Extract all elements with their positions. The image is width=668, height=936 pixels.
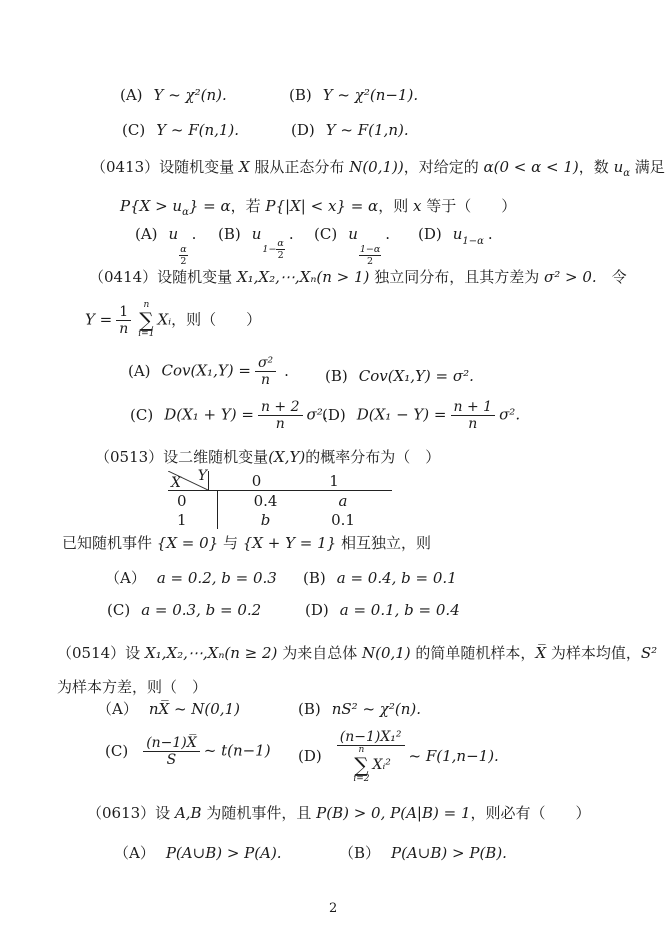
formula: P(A∪B) > P(A). bbox=[165, 844, 282, 862]
numerator: (n−1)X₁² bbox=[337, 729, 405, 746]
option-label: （A） bbox=[105, 569, 146, 587]
period: . bbox=[487, 225, 493, 243]
q0412-option-c bbox=[122, 121, 239, 141]
table-col-header: 0 bbox=[251, 471, 262, 490]
option-label: (D) bbox=[322, 405, 346, 424]
denominator: S bbox=[166, 752, 177, 769]
option-label: (D) bbox=[298, 746, 322, 765]
text-fragment: 与 bbox=[218, 534, 243, 552]
text-fragment: ，若 bbox=[230, 197, 266, 215]
table-row bbox=[168, 510, 392, 529]
q0514-stem-line1 bbox=[57, 644, 657, 664]
formula-fragment: (X,Y) bbox=[268, 448, 306, 466]
q0513-option-c bbox=[107, 601, 261, 621]
denominator: n bbox=[119, 320, 129, 337]
denominator: n bbox=[261, 372, 271, 389]
option-label: (C) bbox=[107, 601, 131, 619]
table-row-header: 1 bbox=[168, 510, 218, 529]
text-fragment: （0613）设 bbox=[87, 804, 175, 822]
formula-fragment: P{|X| < x} = α bbox=[265, 197, 379, 215]
formula: nX̅ ~ N(0,1) bbox=[148, 700, 240, 718]
q0412-option-b bbox=[289, 86, 418, 106]
option-label: (B) bbox=[289, 86, 312, 104]
option-label: （B） bbox=[339, 844, 381, 862]
formula-fragment: X bbox=[238, 158, 250, 176]
formula-fragment: X̅ bbox=[535, 644, 547, 662]
text-fragment: 相互独立，则 bbox=[336, 534, 431, 552]
q0413-option-c bbox=[314, 225, 390, 268]
text-fragment: 为样本方差，则（ ） bbox=[57, 678, 208, 696]
table-col-header: 1 bbox=[329, 471, 339, 490]
text-fragment: 服从正态分布 bbox=[249, 158, 350, 176]
option-label: (A) bbox=[135, 225, 158, 243]
subscript: α bbox=[623, 168, 630, 179]
sub-prefix: 1− bbox=[262, 244, 277, 255]
option-label: (C) bbox=[105, 741, 129, 760]
q0414-option-b bbox=[325, 367, 474, 387]
denominator: n bbox=[468, 416, 478, 433]
formula-fragment: Cov(X₁,Y) = bbox=[161, 361, 251, 380]
option-label: （A） bbox=[97, 700, 138, 718]
summation bbox=[138, 301, 154, 340]
formula-fragment: σ² > 0. bbox=[543, 268, 597, 286]
q0414-option-a bbox=[128, 355, 289, 388]
q0513-option-a bbox=[105, 569, 277, 589]
q0514-option-c bbox=[105, 735, 271, 768]
q0613-option-b bbox=[339, 844, 507, 864]
numerator: (n−1)X̅ bbox=[143, 735, 200, 752]
formula: P(A∪B) > P(B). bbox=[391, 844, 507, 862]
q0514-stem-line2 bbox=[57, 678, 207, 698]
numerator: n + 2 bbox=[258, 399, 303, 416]
table-row-header: 0 bbox=[168, 491, 218, 510]
text-fragment: 令 bbox=[596, 268, 627, 286]
formula: Y ~ F(1,n). bbox=[325, 121, 409, 139]
sigma-symbol: ∑ bbox=[354, 752, 369, 777]
option-label: (B) bbox=[303, 569, 326, 587]
formula-fragment: x bbox=[412, 197, 422, 215]
text-fragment: 独立同分布，且其方差为 bbox=[369, 268, 544, 286]
text-fragment: （0414）设随机变量 bbox=[89, 268, 237, 286]
formula-fragment: Y = bbox=[85, 310, 113, 329]
text-fragment: 为随机事件，且 bbox=[201, 804, 317, 822]
formula-fragment: u bbox=[168, 225, 179, 243]
q0412-option-a bbox=[120, 86, 227, 106]
q0513-option-b bbox=[303, 569, 457, 589]
q0412-option-d bbox=[291, 121, 409, 141]
stacked-subscript bbox=[179, 245, 187, 268]
q0413-option-d bbox=[418, 225, 493, 248]
sum-lower-limit: i=2 bbox=[353, 773, 370, 784]
formula: Y ~ χ²(n−1). bbox=[322, 86, 419, 104]
formula-fragment: Xᵢ bbox=[157, 310, 172, 329]
q0413-stem-line2 bbox=[120, 197, 516, 219]
table-cell: 0.4 bbox=[253, 491, 278, 510]
sum-lower-limit: i=1 bbox=[138, 328, 155, 339]
formula: Cov(X₁,Y) = σ². bbox=[358, 367, 474, 385]
period: . bbox=[191, 225, 197, 243]
sub-denominator: 2 bbox=[277, 250, 284, 262]
numerator: σ² bbox=[255, 355, 276, 372]
option-label: (A) bbox=[128, 361, 151, 380]
option-label: (D) bbox=[305, 601, 329, 619]
formula: nS² ~ χ²(n). bbox=[331, 700, 422, 718]
page-number: 2 bbox=[329, 901, 338, 916]
formula-fragment: X₁,X₂,⋯,Xₙ(n ≥ 2) bbox=[144, 644, 278, 662]
period: . bbox=[385, 225, 391, 243]
table-cell: b bbox=[260, 510, 271, 529]
summation bbox=[353, 746, 369, 785]
text-fragment: ，对给定的 bbox=[403, 158, 484, 176]
text-fragment: ，则（ ） bbox=[171, 310, 262, 329]
sub-numerator: α bbox=[277, 237, 284, 249]
period: . bbox=[284, 361, 289, 380]
text-fragment: 的简单随机样本， bbox=[410, 644, 536, 662]
stacked-subscript bbox=[262, 239, 284, 262]
q0414-option-c bbox=[130, 399, 328, 432]
option-label: （A） bbox=[114, 844, 155, 862]
corner-x-label: X bbox=[171, 475, 181, 491]
option-label: (D) bbox=[418, 225, 442, 243]
formula-fragment: D(X₁ + Y) = bbox=[164, 405, 254, 424]
text-fragment: ，数 bbox=[578, 158, 614, 176]
formula-fragment: α(0 < α < 1) bbox=[483, 158, 579, 176]
text-fragment: （0413）设随机变量 bbox=[91, 158, 239, 176]
sub-numerator: α bbox=[180, 244, 187, 255]
option-label: (C) bbox=[122, 121, 146, 139]
option-label: (A) bbox=[120, 86, 143, 104]
formula-fragment: u bbox=[452, 225, 463, 243]
formula-fragment: D(X₁ − Y) = bbox=[356, 405, 447, 424]
text-fragment: 等于（ ） bbox=[421, 197, 517, 215]
q0414-formula bbox=[85, 301, 261, 340]
q0514-option-a bbox=[97, 700, 240, 720]
formula-fragment: ~ F(1,n−1). bbox=[408, 746, 499, 765]
option-label: (C) bbox=[314, 225, 338, 243]
table-corner-cell bbox=[168, 468, 209, 491]
formula-fragment: N(0,1)) bbox=[349, 158, 404, 176]
fraction bbox=[337, 729, 405, 785]
sub-denominator: 2 bbox=[180, 256, 187, 268]
formula-fragment: σ². bbox=[499, 405, 521, 424]
q0513-option-d bbox=[305, 601, 460, 621]
q0413-option-b bbox=[218, 225, 294, 262]
formula-fragment: N(0,1) bbox=[361, 644, 411, 662]
sub-numerator: 1−α bbox=[359, 244, 381, 255]
option-label: (B) bbox=[218, 225, 241, 243]
sigma-symbol: ∑ bbox=[139, 307, 154, 332]
sub-denominator: 2 bbox=[367, 256, 374, 268]
table-header-row bbox=[168, 468, 392, 491]
denominator: n bbox=[275, 416, 285, 433]
formula-fragment: } = α bbox=[188, 197, 231, 215]
formula-fragment: P(B) > 0, P(A|B) = 1 bbox=[316, 804, 471, 822]
sum-argument: Xᵢ² bbox=[372, 757, 391, 774]
formula-fragment: {X = 0} bbox=[156, 534, 219, 552]
q0414-stem-line1 bbox=[89, 268, 627, 288]
formula: a = 0.4, b = 0.1 bbox=[336, 569, 457, 587]
sum-upper-limit: n bbox=[358, 745, 365, 756]
fraction bbox=[255, 355, 276, 388]
formula-fragment: A,B bbox=[174, 804, 202, 822]
q0613-option-a bbox=[114, 844, 282, 864]
table-row bbox=[168, 491, 392, 510]
table-cell: 0.1 bbox=[331, 510, 355, 529]
formula: Y ~ χ²(n). bbox=[153, 86, 227, 104]
option-label: (B) bbox=[298, 700, 321, 718]
formula-fragment: u bbox=[613, 158, 624, 176]
numerator: n + 1 bbox=[451, 399, 496, 416]
formula-fragment: u bbox=[251, 225, 262, 243]
numerator: 1 bbox=[116, 304, 131, 321]
text-fragment: 满足 bbox=[630, 158, 665, 176]
formula: a = 0.1, b = 0.4 bbox=[339, 601, 460, 619]
option-label: (C) bbox=[130, 405, 154, 424]
formula-fragment: S² bbox=[640, 644, 658, 662]
fraction bbox=[451, 399, 496, 432]
corner-y-label: Y bbox=[197, 468, 207, 484]
formula-fragment: X₁,X₂,⋯,Xₙ(n > 1) bbox=[236, 268, 370, 286]
text-fragment: （0513）设二维随机变量 bbox=[95, 448, 269, 466]
q0613-stem bbox=[87, 804, 591, 824]
q0413-option-a bbox=[135, 225, 196, 268]
formula: a = 0.3, b = 0.2 bbox=[141, 601, 262, 619]
formula-fragment: P{X > u bbox=[120, 197, 183, 215]
fraction bbox=[143, 735, 200, 768]
text-fragment: ，则 bbox=[378, 197, 413, 215]
formula-fragment: ~ t(n−1) bbox=[203, 741, 271, 760]
fraction bbox=[116, 304, 131, 337]
q0514-option-d bbox=[298, 729, 499, 785]
q0414-option-d bbox=[322, 399, 520, 432]
formula: Y ~ F(n,1). bbox=[156, 121, 240, 139]
fraction bbox=[258, 399, 303, 432]
period: . bbox=[288, 225, 294, 243]
q0513-probability-table bbox=[168, 468, 392, 529]
text-fragment: 已知随机事件 bbox=[62, 534, 157, 552]
formula: a = 0.2, b = 0.3 bbox=[156, 569, 277, 587]
denominator bbox=[347, 746, 394, 785]
table-cell: a bbox=[338, 491, 348, 510]
text-fragment: 为来自总体 bbox=[277, 644, 362, 662]
text-fragment: （0514）设 bbox=[57, 644, 145, 662]
q0513-known-condition bbox=[62, 534, 431, 554]
stacked-subscript bbox=[359, 245, 381, 268]
option-label: (D) bbox=[291, 121, 315, 139]
formula-fragment: σ². bbox=[306, 405, 328, 424]
text-fragment: 为样本均值， bbox=[546, 644, 641, 662]
formula-fragment: {X + Y = 1} bbox=[242, 534, 337, 552]
subscript: α bbox=[182, 207, 189, 218]
formula-fragment: u bbox=[348, 225, 358, 243]
subscript: 1−α bbox=[462, 236, 484, 247]
sum-upper-limit: n bbox=[143, 300, 150, 310]
text-fragment: 的概率分布为（ ） bbox=[305, 448, 441, 466]
q0514-option-b bbox=[298, 700, 421, 720]
q0513-stem bbox=[95, 448, 440, 468]
option-label: (B) bbox=[325, 367, 348, 385]
q0413-stem-line1 bbox=[91, 158, 665, 180]
text-fragment: ，则必有（ ） bbox=[470, 804, 591, 822]
